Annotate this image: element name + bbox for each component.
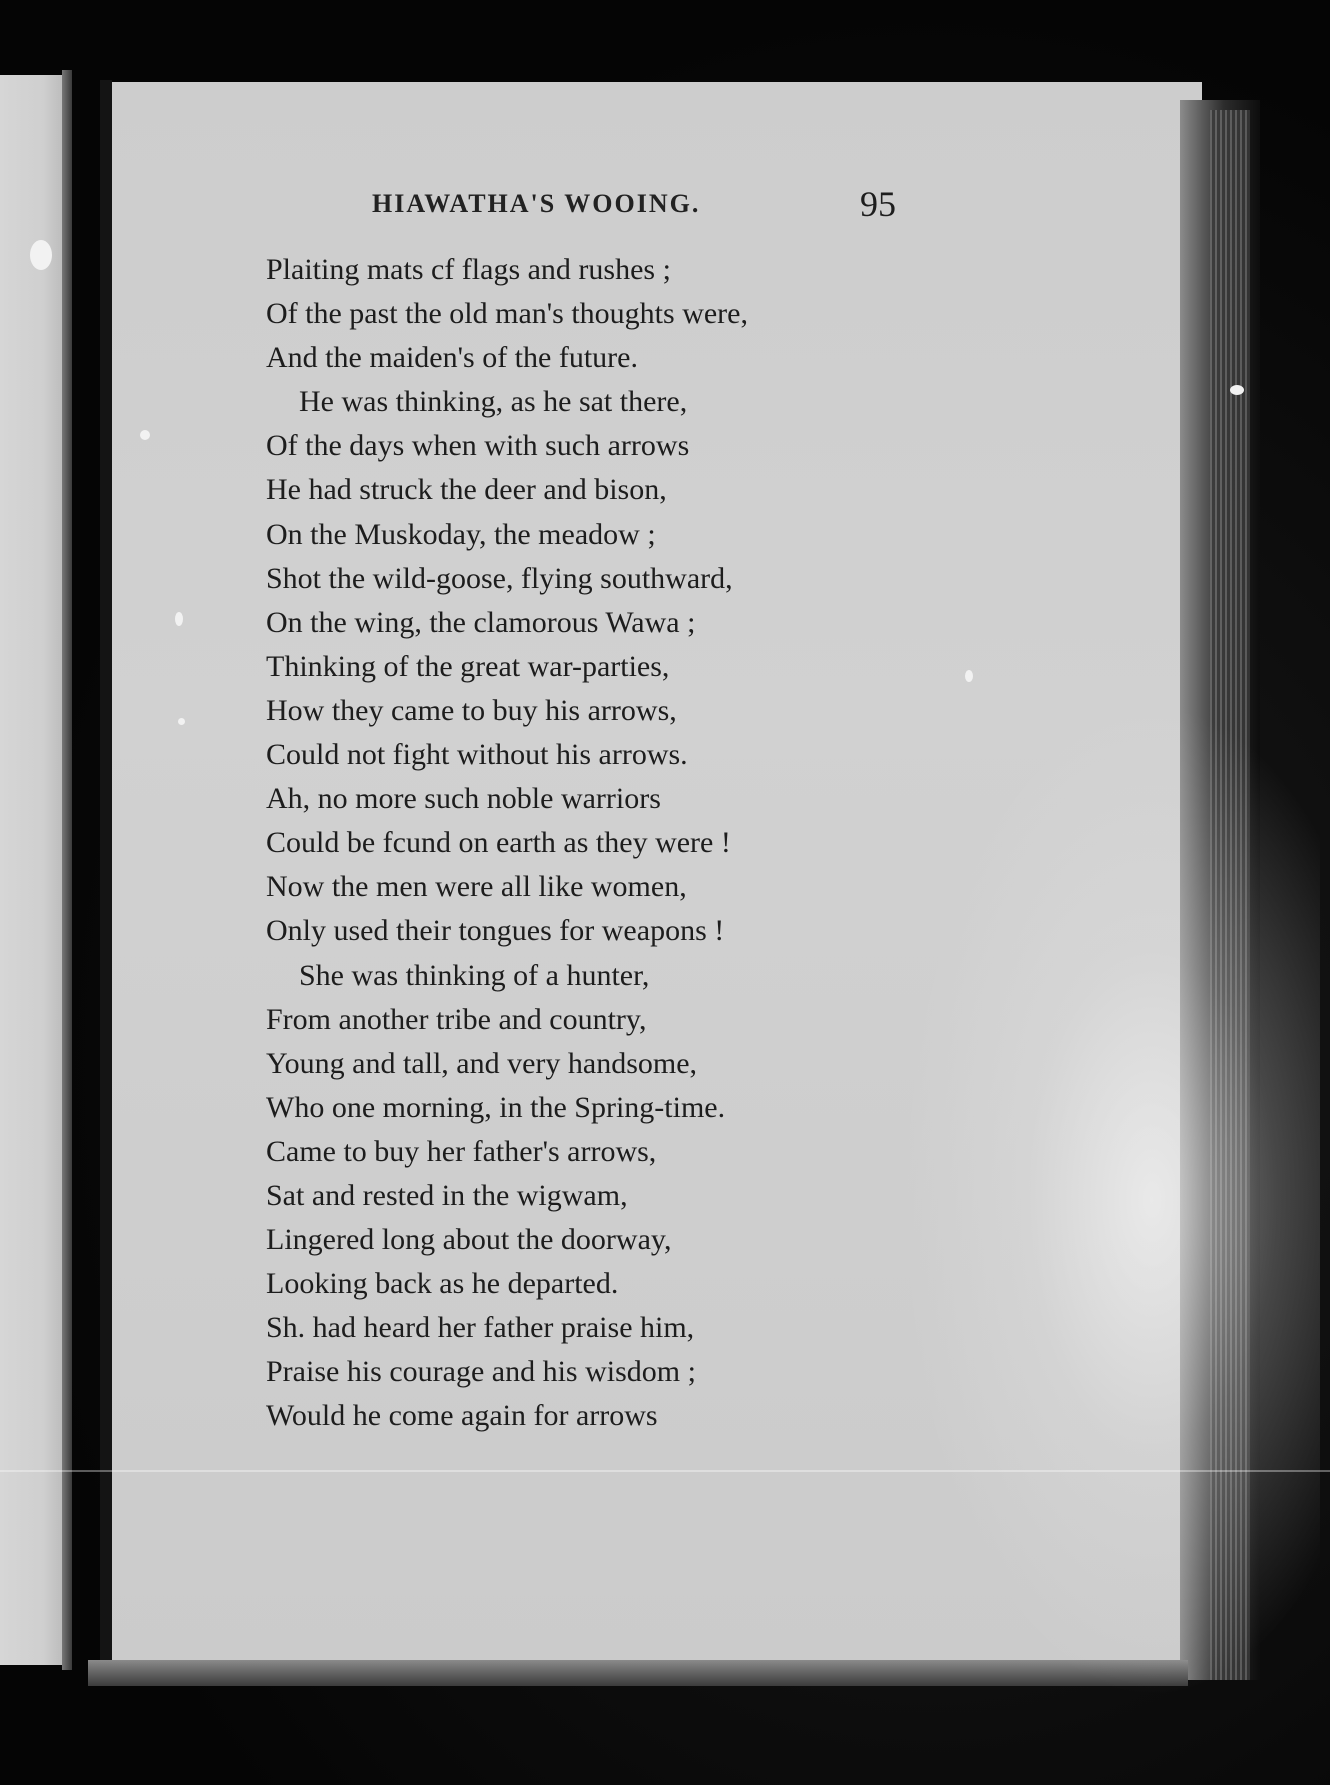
poem-line: He was thinking, as he sat there, — [299, 385, 688, 419]
dust-speck — [140, 430, 150, 440]
poem-line: Sat and rested in the wigwam, — [266, 1178, 628, 1212]
poem-line: Of the past the old man's thoughts were, — [266, 297, 748, 331]
poem-line: Plaiting mats cf flags and rushes ; — [266, 253, 671, 286]
poem-line: Could not fight without his arrows. — [266, 738, 688, 772]
poem-line: Sh. had heard her father praise him, — [266, 1311, 695, 1345]
page-header — [372, 183, 896, 233]
poem-line: Looking back as he departed. — [266, 1267, 619, 1301]
poem-line: Would he come again for arrows — [266, 1399, 658, 1433]
film-scratch — [0, 1470, 1330, 1472]
poem-line: Now the men were all like women, — [266, 870, 687, 904]
poem-line: Only used their tongues for weapons ! — [266, 914, 725, 948]
left-page-edge — [0, 75, 62, 1665]
page-stack-edge — [1210, 110, 1250, 1680]
poem-line: Shot the wild-goose, flying southward, — [266, 561, 733, 595]
poem-line: And the maiden's of the future. — [266, 341, 638, 375]
dust-speck — [175, 612, 183, 626]
page-bottom-edge — [88, 1660, 1188, 1686]
poem-line: Came to buy her father's arrows, — [266, 1134, 657, 1168]
left-page-margin — [62, 70, 72, 1670]
poem-line: Thinking of the great war-parties, — [266, 649, 670, 683]
page-number: 95 — [860, 184, 896, 224]
dust-speck — [178, 718, 185, 725]
poem-line: Lingered long about the doorway, — [266, 1223, 672, 1257]
poem-line: She was thinking of a hunter, — [299, 958, 650, 992]
poem-line: How they came to buy his arrows, — [266, 693, 677, 727]
poem-line: Ah, no more such noble warriors — [266, 782, 661, 816]
poem-line: Young and tall, and very handsome, — [266, 1046, 698, 1080]
poem-line: He had struck the deer and bison, — [266, 473, 667, 507]
running-head: HIAWATHA'S WOOING. — [372, 189, 701, 218]
poem-line: On the Muskoday, the meadow ; — [266, 517, 656, 551]
poem-line: Who one morning, in the Spring-time. — [266, 1090, 726, 1124]
poem-line: From another tribe and country, — [266, 1002, 647, 1036]
poem-line: Praise his courage and his wisdom ; — [266, 1355, 696, 1389]
poem-line: Of the days when with such arrows — [266, 429, 690, 463]
poem-line: On the wing, the clamorous Wawa ; — [266, 605, 696, 639]
dust-speck — [30, 240, 52, 270]
poem-text — [266, 248, 886, 1439]
book-gutter — [100, 80, 112, 1680]
poem-line: Could be fcund on earth as they were ! — [266, 826, 731, 860]
dust-speck — [965, 670, 973, 682]
dust-speck — [1230, 385, 1244, 395]
